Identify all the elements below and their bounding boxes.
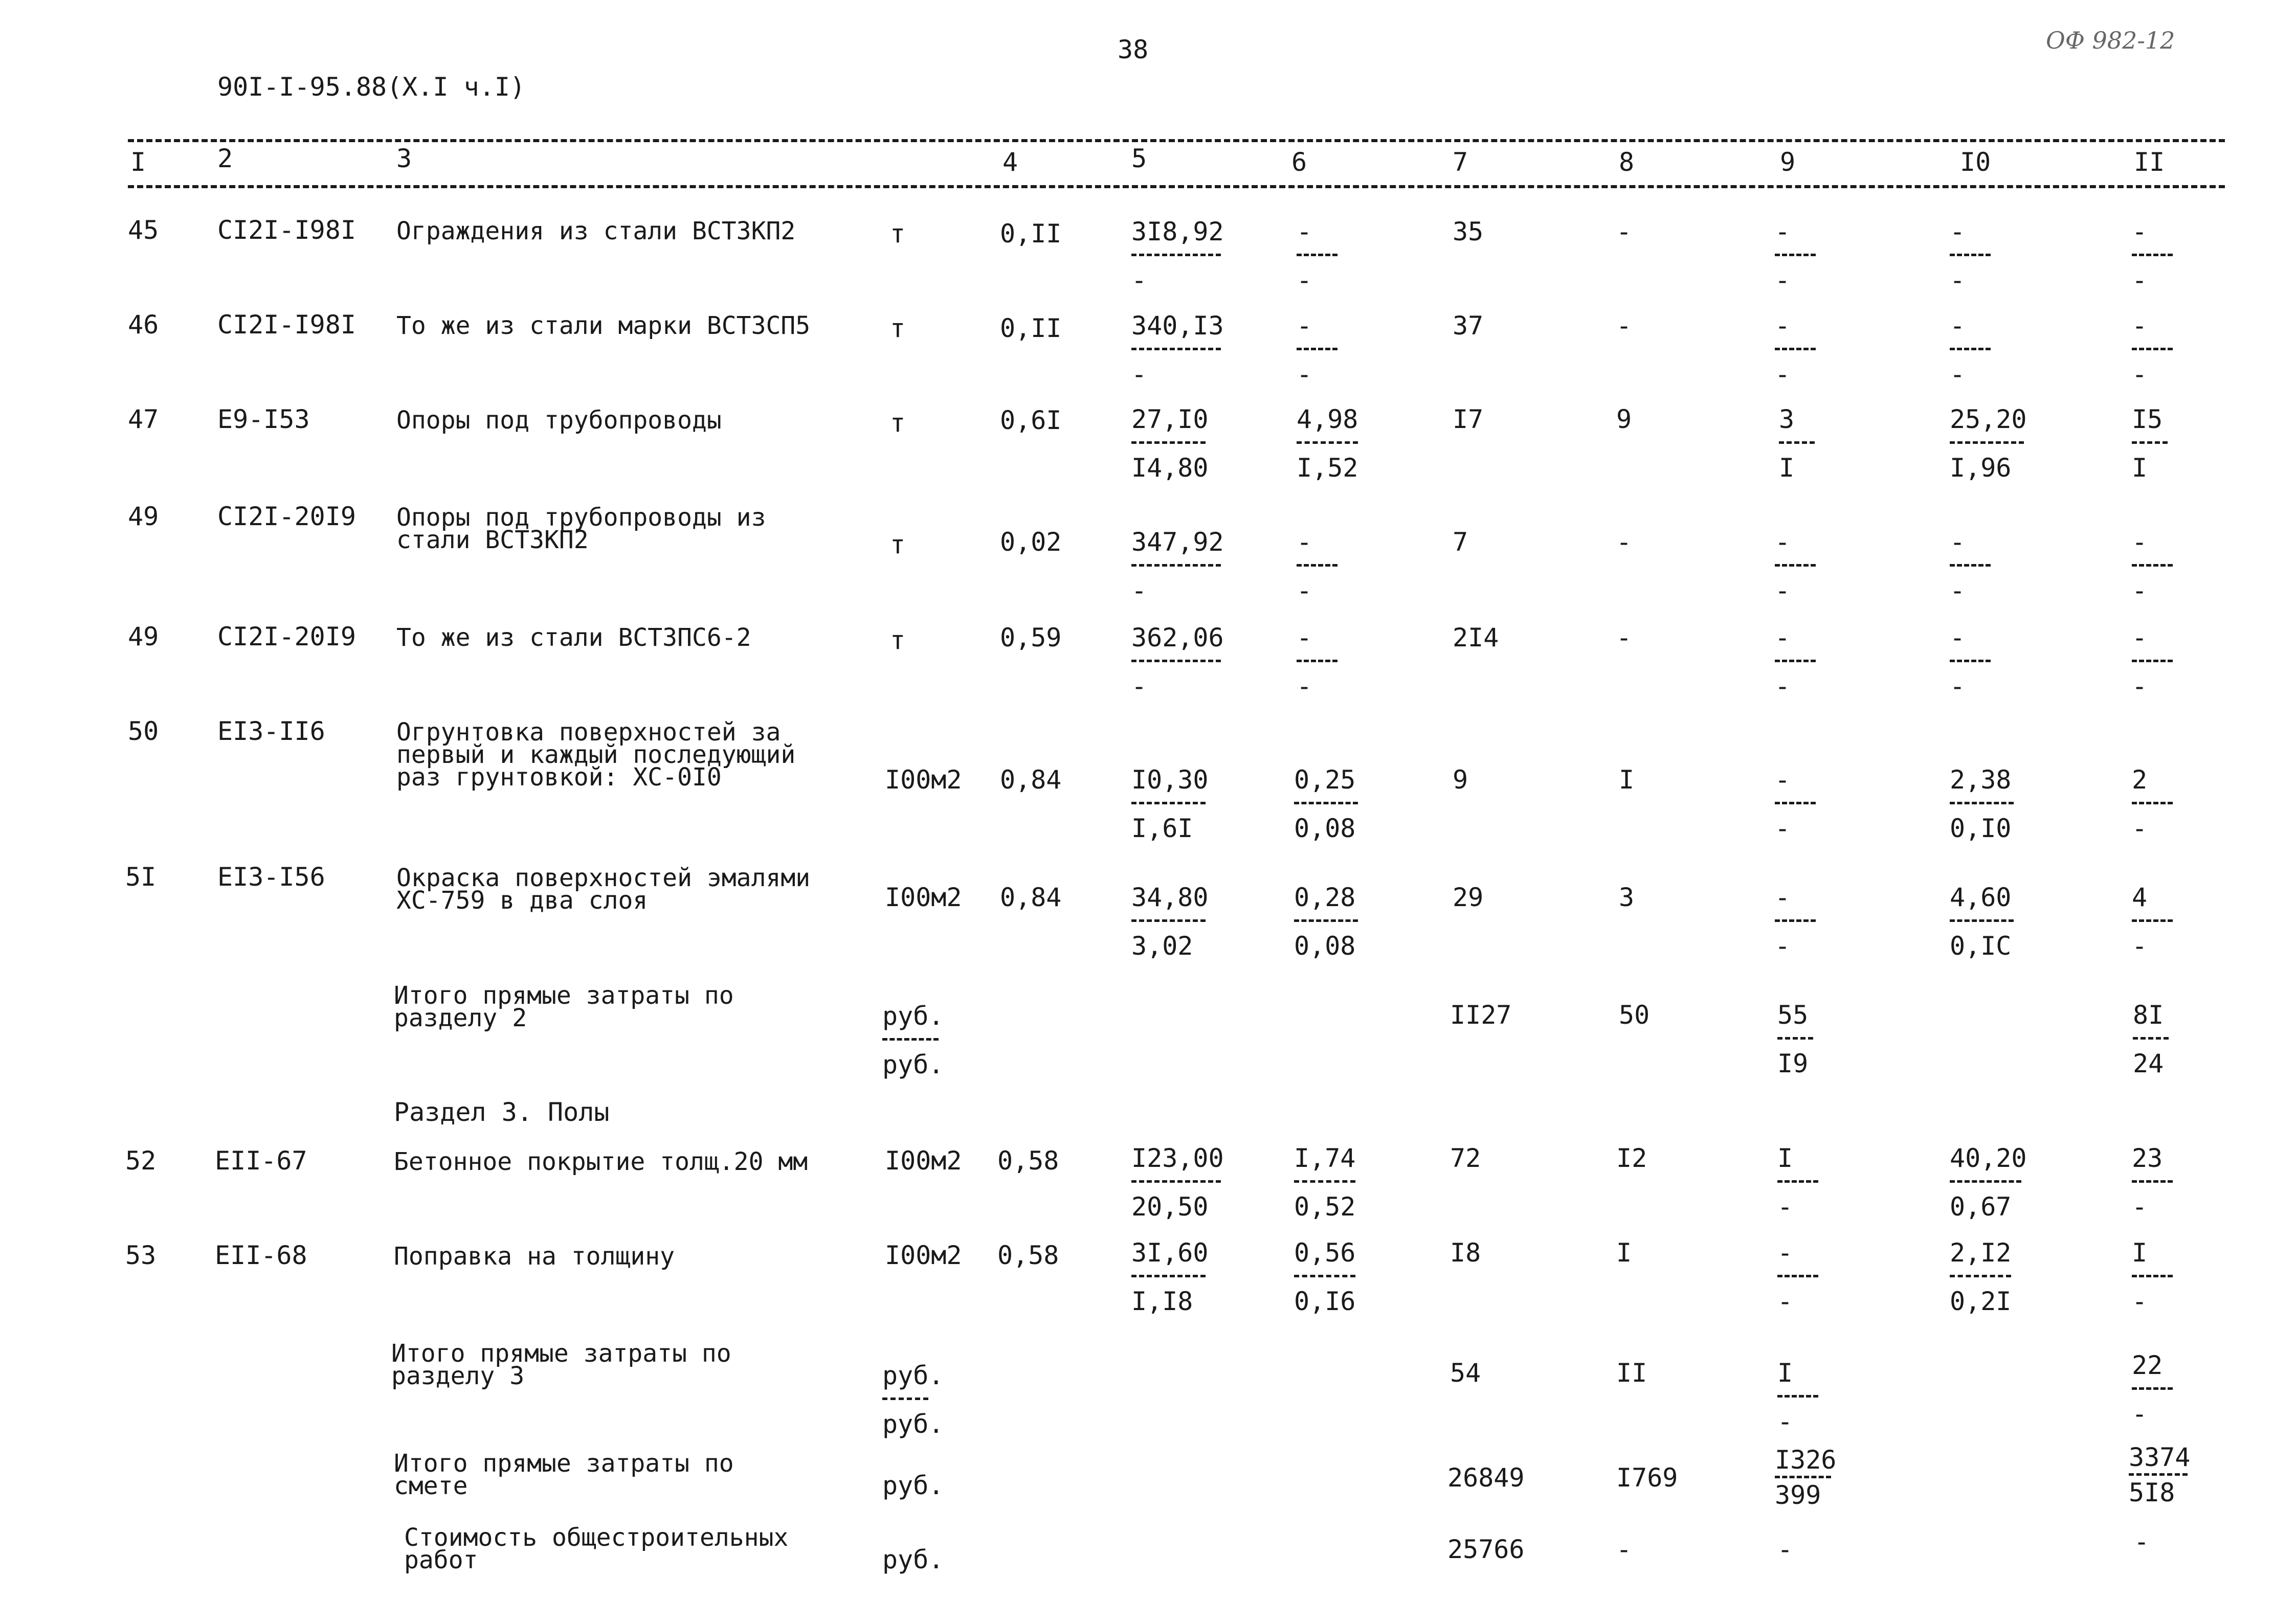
total-label: Итого прямые затраты по смете	[394, 1449, 734, 1500]
row-unit: I00м2	[885, 1146, 962, 1176]
col9-fraction	[1775, 767, 1816, 841]
col11-bottom: -	[2132, 931, 2148, 961]
col9-bottom: -	[1777, 1407, 1793, 1436]
row-number: 47	[128, 404, 159, 434]
col9-bottom: 399	[1775, 1480, 1821, 1510]
col9-fraction	[1775, 885, 1816, 959]
col9-top: -	[1775, 765, 1791, 795]
col11-bottom: -	[2132, 265, 2148, 295]
col5-top: 3I,60	[1131, 1238, 1209, 1268]
col5-top: I0,30	[1131, 765, 1209, 795]
col7-value: I7	[1453, 404, 1484, 434]
col11-top: I5	[2132, 404, 2163, 434]
col6-fraction	[1297, 313, 1338, 387]
col9-top: 55	[1777, 1000, 1809, 1030]
col6-top: 0,25	[1294, 765, 1356, 795]
col6-fraction	[1297, 404, 1358, 483]
col7-value: 25766	[1447, 1535, 1525, 1564]
col10-top: 4,60	[1950, 883, 2012, 912]
col10-top: -	[1950, 527, 1966, 557]
col11-fraction	[2132, 625, 2173, 699]
col10-top: 2,I2	[1950, 1238, 2012, 1268]
col8-value: 50	[1619, 1000, 1650, 1030]
row-description: Поправка на толщину	[394, 1242, 675, 1271]
col10-top: 2,38	[1950, 765, 2012, 795]
col9-fraction	[1775, 219, 1816, 293]
col9-bottom: -	[1775, 576, 1791, 605]
row-quantity: 0,II	[1000, 313, 1062, 343]
col5-bottom: -	[1131, 576, 1147, 605]
col8-value: I	[1619, 765, 1635, 795]
col11-top: 3374	[2129, 1443, 2191, 1472]
row-unit: т	[890, 530, 906, 559]
subtotal-unit	[882, 1363, 944, 1437]
col5-fraction	[1131, 529, 1224, 603]
row-code: CI2I-I98I	[217, 215, 356, 245]
col9-fraction	[1777, 1240, 1818, 1314]
col5-top: 347,92	[1131, 527, 1224, 557]
row-number: 49	[128, 622, 159, 651]
row-unit: т	[890, 219, 906, 249]
col10-bottom: -	[1950, 671, 1966, 701]
col10-bottom: 0,2I	[1950, 1287, 2012, 1316]
row-description: Бетонное покрытие толщ.20 мм	[394, 1147, 808, 1176]
col-header-11: II	[2134, 147, 2165, 177]
col9-fraction	[1775, 1447, 1836, 1508]
col5-bottom: -	[1131, 265, 1147, 295]
col10-bottom: -	[1950, 359, 1966, 389]
col10-top: -	[1950, 311, 1966, 341]
col10-bottom: -	[1950, 265, 1966, 295]
row-number: 46	[128, 310, 159, 340]
col5-top: 3I8,92	[1131, 217, 1224, 246]
row-description: То же из стали ВСТЗПС6-2	[396, 623, 751, 652]
col11-top: 23	[2132, 1143, 2163, 1173]
col10-fraction	[1950, 219, 1991, 293]
col6-bottom: 0,08	[1294, 931, 1356, 961]
col5-bottom: I,6I	[1131, 814, 1193, 843]
col6-fraction	[1294, 885, 1358, 959]
col5-top: 362,06	[1131, 623, 1224, 652]
col7-value: 35	[1453, 217, 1484, 246]
col8-value: -	[1616, 217, 1632, 246]
col6-fraction	[1297, 219, 1338, 293]
page-number: 38	[1118, 35, 1149, 64]
row-code: CI2I-20I9	[217, 622, 356, 651]
col6-top: 0,28	[1294, 883, 1356, 912]
col9-top: -	[1777, 1238, 1793, 1268]
col7-value: 9	[1453, 765, 1468, 795]
col9-bottom: -	[1775, 359, 1791, 389]
col11-top: I	[2132, 1238, 2148, 1268]
col9-bottom: -	[1775, 931, 1791, 961]
col6-bottom: 0,I6	[1294, 1287, 1356, 1316]
col10-fraction	[1950, 885, 2014, 959]
col7-value: II27	[1450, 1000, 1512, 1030]
col11-value: -	[2134, 1527, 2150, 1557]
col10-top: 40,20	[1950, 1143, 2027, 1173]
col7-value: 29	[1453, 883, 1484, 912]
col9-top: -	[1775, 883, 1791, 912]
row-number: 5I	[125, 862, 157, 892]
col9-top: I326	[1775, 1445, 1837, 1475]
row-description: То же из стали марки ВСТЗСП5	[396, 311, 811, 340]
col8-value: 9	[1616, 404, 1632, 434]
unit-bottom: руб.	[882, 1409, 944, 1439]
col6-top: -	[1297, 311, 1312, 341]
col11-fraction	[2132, 885, 2173, 959]
col6-fraction	[1297, 529, 1338, 603]
total-unit: руб.	[882, 1471, 944, 1500]
col11-fraction	[2132, 1240, 2173, 1314]
row-quantity: 0,6I	[1000, 405, 1062, 435]
col6-bottom: 0,52	[1294, 1192, 1356, 1222]
col10-fraction	[1950, 1240, 2011, 1314]
row-code: EII-68	[215, 1241, 307, 1270]
col6-bottom: -	[1297, 671, 1312, 701]
col11-top: -	[2132, 311, 2148, 341]
section-3-heading: Раздел 3. Полы	[394, 1097, 610, 1127]
col9-bottom: -	[1775, 671, 1791, 701]
col7-value: 2I4	[1453, 623, 1499, 652]
col9-bottom: -	[1777, 1192, 1793, 1222]
row-description: Опоры под трубопроводы	[396, 406, 722, 435]
row-code: CI2I-I98I	[217, 310, 356, 340]
col9-top: 3	[1779, 404, 1795, 434]
col11-fraction	[2133, 1002, 2169, 1076]
col11-bottom: -	[2132, 1287, 2148, 1316]
col6-top: 4,98	[1297, 404, 1358, 434]
col9-bottom: I9	[1777, 1049, 1809, 1078]
col11-fraction	[2132, 1145, 2173, 1220]
col6-bottom: -	[1297, 265, 1312, 295]
col9-fraction	[1779, 404, 1815, 483]
col11-top: -	[2132, 527, 2148, 557]
col11-bottom: -	[2132, 1192, 2148, 1222]
col11-top: 4	[2132, 883, 2148, 912]
col6-top: 0,56	[1294, 1238, 1356, 1268]
col6-fraction	[1294, 1145, 1355, 1220]
col-header-5: 5	[1131, 144, 1147, 173]
col11-bottom: -	[2132, 1399, 2148, 1429]
col11-top: -	[2132, 217, 2148, 246]
col11-bottom: -	[2132, 576, 2148, 605]
col6-bottom: I,52	[1297, 453, 1358, 483]
col6-top: I,74	[1294, 1143, 1356, 1173]
subtotal-label: Итого прямые затраты по разделу 2	[394, 981, 734, 1032]
row-number: 45	[128, 215, 159, 245]
col7-value: I8	[1450, 1238, 1481, 1268]
col10-fraction	[1950, 313, 1991, 387]
col9-top: I	[1777, 1358, 1793, 1388]
row-number: 53	[125, 1241, 157, 1270]
col10-bottom: 0,I0	[1950, 814, 2012, 843]
col6-fraction	[1294, 767, 1358, 841]
col-header-8: 8	[1619, 147, 1635, 177]
col10-bottom: -	[1950, 576, 1966, 605]
col10-fraction	[1950, 767, 2014, 841]
col9-bottom: I	[1779, 453, 1795, 483]
col7-value: 7	[1453, 527, 1468, 557]
col11-bottom: 5I8	[2129, 1478, 2175, 1507]
col8-value: -	[1616, 527, 1632, 557]
col8-value: 3	[1619, 883, 1635, 912]
col9-top: I	[1777, 1143, 1793, 1173]
col5-fraction	[1131, 1240, 1209, 1314]
col-header-3: 3	[396, 144, 412, 173]
col7-value: 37	[1453, 311, 1484, 341]
col11-top: 2	[2132, 765, 2148, 795]
col5-fraction	[1131, 219, 1224, 293]
row-unit: I00м2	[885, 883, 962, 912]
row-unit: I00м2	[885, 765, 962, 795]
col9-bottom: -	[1775, 265, 1791, 295]
col11-top: 8I	[2133, 1000, 2164, 1030]
document-code: 90I-I-95.88(X.I ч.I)	[217, 72, 526, 102]
col9-top: -	[1775, 527, 1791, 557]
col8-value: I769	[1616, 1463, 1678, 1493]
col8-value: I2	[1616, 1143, 1647, 1173]
col6-top: -	[1297, 623, 1312, 652]
col6-bottom: -	[1297, 359, 1312, 389]
col6-top: -	[1297, 217, 1312, 246]
col5-bottom: -	[1131, 359, 1147, 389]
col5-top: 34,80	[1131, 883, 1209, 912]
col5-bottom: -	[1131, 671, 1147, 701]
col9-top: -	[1775, 311, 1791, 341]
col9-fraction	[1777, 1360, 1818, 1434]
col9-fraction	[1777, 1145, 1818, 1220]
row-unit: I00м2	[885, 1241, 962, 1270]
col11-fraction	[2132, 404, 2168, 483]
row-quantity: 0,58	[997, 1146, 1059, 1176]
col11-fraction	[2132, 529, 2173, 603]
col9-fraction	[1775, 313, 1816, 387]
row-unit: т	[890, 313, 906, 343]
archive-stamp: ОФ 982-12	[2046, 27, 2175, 54]
col5-fraction	[1131, 625, 1224, 699]
col10-fraction	[1950, 1145, 2027, 1220]
col10-bottom: 0,IC	[1950, 931, 2012, 961]
col11-fraction	[2132, 1350, 2173, 1429]
col9-top: -	[1775, 623, 1791, 652]
col5-fraction	[1131, 885, 1209, 959]
cost-unit: руб.	[882, 1545, 944, 1574]
col5-bottom: 3,02	[1131, 931, 1193, 961]
col10-bottom: 0,67	[1950, 1192, 2012, 1222]
col7-value: 72	[1450, 1143, 1481, 1173]
row-number: 52	[125, 1146, 157, 1176]
row-code: EII-67	[215, 1146, 307, 1176]
col11-fraction	[2129, 1445, 2190, 1505]
col-header-2: 2	[217, 144, 233, 173]
cost-label: Стоимость общестроительных работ	[404, 1523, 789, 1574]
col8-value: -	[1616, 1535, 1632, 1564]
col5-bottom: 20,50	[1131, 1192, 1209, 1222]
row-quantity: 0,58	[997, 1241, 1059, 1270]
col8-value: I	[1616, 1238, 1632, 1268]
col9-bottom: -	[1777, 1287, 1793, 1316]
col-header-1: I	[130, 147, 146, 177]
col5-top: 27,I0	[1131, 404, 1209, 434]
col9-fraction	[1775, 529, 1816, 603]
row-quantity: 0,02	[1000, 527, 1062, 557]
col7-value: 54	[1450, 1358, 1481, 1388]
subtotal-label: Итого прямые затраты по разделу 3	[391, 1339, 731, 1390]
col5-bottom: I,I8	[1131, 1287, 1193, 1316]
header-bottom-rule	[128, 185, 2225, 188]
row-code: CI2I-20I9	[217, 502, 356, 531]
row-quantity: 0,59	[1000, 623, 1062, 652]
col6-bottom: -	[1297, 576, 1312, 605]
col11-top: -	[2132, 623, 2148, 652]
row-quantity: 0,II	[1000, 219, 1062, 249]
header-top-rule	[128, 139, 2225, 142]
col6-bottom: 0,08	[1294, 814, 1356, 843]
col10-top: -	[1950, 623, 1966, 652]
row-unit: т	[890, 408, 906, 438]
col6-fraction	[1294, 1240, 1355, 1314]
col11-fraction	[2132, 767, 2173, 841]
subtotal-unit	[882, 1003, 944, 1077]
row-number: 49	[128, 502, 159, 531]
col9-fraction	[1775, 625, 1816, 699]
col-header-9: 9	[1780, 147, 1796, 177]
row-number: 50	[128, 716, 159, 746]
col6-fraction	[1297, 625, 1338, 699]
col9-bottom: -	[1775, 814, 1791, 843]
col5-fraction	[1131, 767, 1209, 841]
col11-fraction	[2132, 219, 2173, 293]
col10-bottom: I,96	[1950, 453, 2012, 483]
col11-bottom: -	[2132, 671, 2148, 701]
col5-fraction	[1131, 313, 1224, 387]
col9-fraction	[1777, 1002, 1813, 1076]
col8-value: II	[1616, 1358, 1647, 1388]
col-header-6: 6	[1291, 147, 1307, 177]
row-description: Ограждения из стали ВСТЗКП2	[396, 217, 796, 245]
row-description: Опоры под трубопроводы из стали ВСТЗКП2	[396, 503, 766, 554]
col10-top: -	[1950, 217, 1966, 246]
col11-bottom: I	[2132, 453, 2148, 483]
col5-top: 340,I3	[1131, 311, 1224, 341]
row-unit: т	[890, 625, 906, 655]
col10-fraction	[1950, 404, 2027, 483]
row-code: E9-I53	[217, 404, 310, 434]
col11-bottom: -	[2132, 814, 2148, 843]
col5-bottom: I4,80	[1131, 453, 1209, 483]
col11-bottom: 24	[2133, 1049, 2164, 1078]
row-code: EI3-I56	[217, 862, 325, 892]
col10-fraction	[1950, 529, 1991, 603]
col9-value: -	[1777, 1535, 1793, 1564]
col6-top: -	[1297, 527, 1312, 557]
col9-top: -	[1775, 217, 1791, 246]
col8-value: -	[1616, 623, 1632, 652]
col5-top: I23,00	[1131, 1143, 1224, 1173]
row-code: EI3-II6	[217, 716, 325, 746]
col-header-7: 7	[1453, 147, 1468, 177]
col-header-4: 4	[1002, 147, 1018, 177]
col7-value: 26849	[1447, 1463, 1525, 1493]
col-header-10: I0	[1960, 147, 1991, 177]
row-quantity: 0,84	[1000, 765, 1062, 795]
col11-fraction	[2132, 313, 2173, 387]
col10-top: 25,20	[1950, 404, 2027, 434]
col11-bottom: -	[2132, 359, 2148, 389]
col5-fraction	[1131, 1145, 1224, 1220]
row-quantity: 0,84	[1000, 883, 1062, 912]
col10-fraction	[1950, 625, 1991, 699]
unit-top: руб.	[882, 1001, 944, 1031]
unit-top: руб.	[882, 1361, 944, 1390]
col11-top: 22	[2132, 1350, 2163, 1380]
row-description: Окраска поверхностей эмалями ХС-759 в два слоя	[396, 864, 811, 915]
unit-bottom: руб.	[882, 1050, 944, 1079]
row-description: Огрунтовка поверхностей за первый и каждый последующий раз грунтовкой: ХС-0I0	[396, 718, 796, 792]
col8-value: -	[1616, 311, 1632, 341]
col5-fraction	[1131, 404, 1209, 483]
